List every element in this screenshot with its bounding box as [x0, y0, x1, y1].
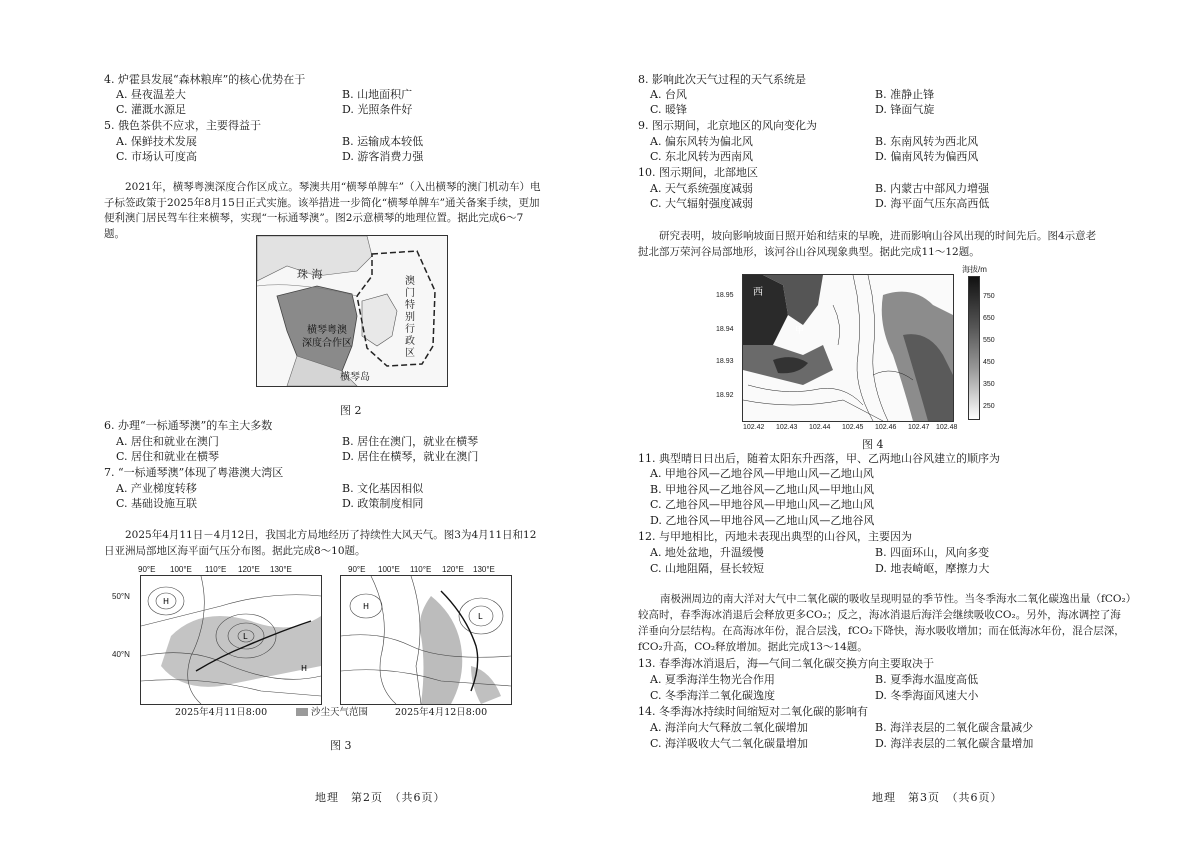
- question-6-option-d[interactable]: D. 居住在横琴，就业在澳门: [342, 450, 479, 463]
- passage-co2-line3: 洋垂向分层结构。在高海冰年份，混合层浅，fCO₂下降快，海水吸收增加；而在低海冰年份，混合层深，: [638, 625, 1125, 637]
- passage-co2-line4: fCO₂升高，CO₂释放增加。据此完成13～14题。: [638, 641, 868, 653]
- question-11-option-a[interactable]: A. 甲地谷风—乙地谷风—甲地山风—乙地山风: [650, 467, 874, 480]
- x-tick-10242: 102.42: [743, 424, 765, 431]
- question-4-option-b[interactable]: B. 山地面积广: [342, 88, 413, 101]
- lon-label-110-b: 110°E: [410, 565, 432, 574]
- question-9-option-b[interactable]: B. 东南风转为西北风: [875, 135, 979, 148]
- question-14-option-b[interactable]: B. 海洋表层的二氧化碳含量减少: [875, 721, 1034, 734]
- figure-4-topo-map: [742, 274, 954, 422]
- right-page: [600, 0, 1200, 848]
- question-13-option-c[interactable]: C. 冬季海洋二氧化碳逸度: [650, 689, 776, 702]
- question-4-stem: 4. 炉霍县发展“森林粮库”的核心优势在于: [104, 73, 306, 86]
- question-4-option-d[interactable]: D. 光照条件好: [342, 103, 413, 116]
- lon-label-130-b: 130°E: [473, 565, 495, 574]
- question-9-option-d[interactable]: D. 偏南风转为偏西风: [875, 150, 979, 163]
- question-6-option-c[interactable]: C. 居住和就业在横琴: [116, 450, 220, 463]
- legend-value-350: 350: [983, 381, 995, 388]
- pressure-map-april-11: [140, 575, 322, 705]
- label-jia: 甲: [795, 326, 805, 336]
- question-6-option-b[interactable]: B. 居住在澳门，就业在横琴: [342, 435, 479, 448]
- question-5-option-a[interactable]: A. 保鲜技术发展: [116, 135, 197, 148]
- question-12-option-a[interactable]: A. 地处盆地，升温缓慢: [650, 546, 764, 559]
- question-4-option-a[interactable]: A. 昼夜温差大: [116, 88, 186, 101]
- question-11-option-c[interactable]: C. 乙地谷风—甲地谷风—甲地山风—乙地山风: [650, 498, 875, 511]
- legend-value-550: 550: [983, 337, 995, 344]
- passage-co2-line1: 南极洲周边的南大洋对大气中二氧化碳的吸收呈现明显的季节性。当冬季海水二氧化碳逸出量（fCO₂）: [660, 593, 1137, 605]
- svg-text:L: L: [478, 612, 483, 621]
- question-6-option-a[interactable]: A. 居住和就业在澳门: [116, 435, 219, 448]
- question-12-option-b[interactable]: B. 四面环山，风向多变: [875, 546, 990, 559]
- question-7-option-a[interactable]: A. 产业梯度转移: [116, 482, 197, 495]
- question-7-option-d[interactable]: D. 政策制度相同: [342, 497, 424, 510]
- footer-page-3: 地理 第3页 （共6页）: [872, 791, 1003, 804]
- question-4-option-c[interactable]: C. 灌溉水源足: [116, 103, 187, 116]
- y-tick-1894: 18.94: [716, 326, 734, 333]
- lon-label-90-b: 90°E: [348, 565, 366, 574]
- question-8-option-d[interactable]: D. 锋面气旋: [875, 103, 935, 116]
- legend-dust-label: 沙尘天气范围: [311, 707, 369, 718]
- x-tick-10248: 102.48: [936, 424, 958, 431]
- footer-page-2: 地理 第2页 （共6页）: [315, 791, 446, 804]
- question-9-option-c[interactable]: C. 东北风转为西南风: [650, 150, 754, 163]
- question-12-option-c[interactable]: C. 山地阻隔，昼长较短: [650, 562, 765, 575]
- lon-label-110: 110°E: [205, 565, 227, 574]
- lon-label-120-b: 120°E: [442, 565, 464, 574]
- label-macau: 澳 门 特 别 行 政 区: [405, 276, 415, 359]
- x-tick-10246: 102.46: [875, 424, 897, 431]
- question-8-option-c[interactable]: C. 暖锋: [650, 103, 688, 116]
- question-13-option-d[interactable]: D. 冬季海面风速大小: [875, 689, 979, 702]
- svg-text:H: H: [363, 602, 370, 611]
- question-14-option-a[interactable]: A. 海洋向大气释放二氧化碳增加: [650, 721, 808, 734]
- passage-hengqin: 2021年，横琴粤澳深度合作区成立。琴澳共用“横琴单牌车”（入出横琴的澳门机动车）电子标签政策于2025年8月15日正式实施。该举措进一步简化“横琴单牌车”通关备案手续，更加便利澳门居民驾车往来横琴，实现“一标通琴澳”。图2示意横琴的地理位置。据此完成6～7题。: [104, 181, 541, 240]
- legend-value-450: 450: [983, 359, 995, 366]
- label-west-bing: 西: [753, 287, 763, 298]
- label-zhuhai: 珠 海: [297, 268, 323, 281]
- passage-co2-line2: 较高时，春季海冰消退后会释放更多CO₂；反之，海冰消退后海洋会继续吸收CO₂。另外，海冰调控了海: [638, 609, 1121, 621]
- question-5-stem: 5. 俄色茶供不应求，主要得益于: [104, 119, 261, 132]
- figure-2-map: [256, 235, 448, 387]
- question-9-option-a[interactable]: A. 偏东风转为偏北风: [650, 135, 753, 148]
- question-7-option-b[interactable]: B. 文化基因相似: [342, 482, 424, 495]
- label-zone-line1: 横琴粤澳: [307, 325, 347, 336]
- lon-label-130: 130°E: [270, 565, 292, 574]
- question-10-stem: 10. 图示期间，北部地区: [638, 166, 758, 179]
- isobar-graphic-2: [341, 576, 511, 704]
- label-hengqin-island: 横琴岛: [340, 372, 370, 383]
- lat-label-50: 50°N: [112, 592, 130, 601]
- y-tick-1895: 18.95: [716, 292, 734, 299]
- passage-wind: 2025年4月11日－4月12日，我国北方局地经历了持续性大风天气。图3为4月11日和12日亚洲局部地区海平面气压分布图。据此完成8～10题。: [104, 529, 537, 557]
- question-12-stem: 12. 与甲地相比，丙地未表现出典型的山谷风，主要因为: [638, 530, 912, 543]
- lon-label-90: 90°E: [138, 565, 156, 574]
- figure-3-date-2: 2025年4月12日8:00: [395, 707, 488, 718]
- question-7-stem: 7. “一标通琴澳”体现了粤港澳大湾区: [104, 466, 284, 479]
- lat-label-40: 40°N: [112, 650, 130, 659]
- question-13-option-b[interactable]: B. 夏季海水温度高低: [875, 673, 979, 686]
- question-8-option-a[interactable]: A. 台风: [650, 88, 687, 101]
- figure-2-caption: 图 2: [340, 404, 362, 417]
- question-13-stem: 13. 春季海冰消退后，海—气间二氧化碳交换方向主要取决于: [638, 657, 934, 670]
- y-tick-1893: 18.93: [716, 358, 734, 365]
- figure-3-caption: 图 3: [330, 739, 352, 752]
- question-13-option-a[interactable]: A. 夏季海洋生物光合作用: [650, 673, 775, 686]
- legend-dust-swatch: [296, 708, 308, 716]
- figure-3-date-1: 2025年4月11日8:00: [175, 707, 268, 718]
- svg-text:H: H: [163, 597, 170, 606]
- question-10-option-b[interactable]: B. 内蒙古中部风力增强: [875, 182, 990, 195]
- question-5-option-c[interactable]: C. 市场认可度高: [116, 150, 198, 163]
- figure-4-caption: 图 4: [862, 438, 884, 451]
- x-tick-10247: 102.47: [908, 424, 930, 431]
- legend-value-650: 650: [983, 315, 995, 322]
- question-14-option-d[interactable]: D. 海洋表层的二氧化碳含量增加: [875, 737, 1034, 750]
- topo-graphic: [743, 275, 953, 421]
- x-tick-10245: 102.45: [842, 424, 864, 431]
- svg-text:L: L: [243, 632, 248, 641]
- legend-value-250: 250: [983, 403, 995, 410]
- passage-valley-wind: 研究表明，坡向影响坡面日照开始和结束的早晚，进而影响山谷风出现的时间先后。图4示意老挝北部万荣河谷局部地形，该河谷山谷风现象典型。据此完成11～12题。: [638, 230, 1097, 258]
- question-6-stem: 6. 办理“一标通琴澳”的车主大多数: [104, 419, 273, 432]
- x-tick-10243: 102.43: [776, 424, 798, 431]
- question-14-option-c[interactable]: C. 海洋吸收大气二氧化碳量增加: [650, 737, 809, 750]
- question-12-option-d[interactable]: D. 地表崎岖，摩擦力大: [875, 562, 990, 575]
- label-zone-line2: 深度合作区: [302, 338, 352, 349]
- question-5-option-d[interactable]: D. 游客消费力强: [342, 150, 424, 163]
- isobar-graphic-1: [141, 576, 321, 704]
- hengqin-map-graphic: [257, 236, 447, 386]
- question-10-option-d[interactable]: D. 海平面气压东高西低: [875, 197, 990, 210]
- question-8-option-b[interactable]: B. 准静止锋: [875, 88, 935, 101]
- legend-altitude-title: 海拔/m: [962, 265, 987, 274]
- question-10-option-c[interactable]: C. 大气辐射强度减弱: [650, 197, 754, 210]
- pressure-map-april-12: [340, 575, 512, 705]
- lon-label-120: 120°E: [238, 565, 260, 574]
- question-11-stem: 11. 典型晴日日出后，随着太阳东升西落，甲、乙两地山谷风建立的顺序为: [638, 452, 1000, 465]
- question-8-stem: 8. 影响此次天气过程的天气系统是: [638, 73, 806, 86]
- lon-label-100: 100°E: [170, 565, 192, 574]
- altitude-color-bar: [968, 276, 980, 420]
- legend-value-750: 750: [983, 293, 995, 300]
- question-7-option-c[interactable]: C. 基础设施互联: [116, 497, 198, 510]
- question-5-option-b[interactable]: B. 运输成本较低: [342, 135, 424, 148]
- question-9-stem: 9. 图示期间，北京地区的风向变化为: [638, 119, 817, 132]
- x-tick-10244: 102.44: [809, 424, 831, 431]
- lon-label-100-b: 100°E: [378, 565, 400, 574]
- svg-text:H: H: [301, 664, 308, 673]
- question-14-stem: 14. 冬季海冰持续时间缩短对二氧化碳的影响有: [638, 705, 868, 718]
- y-tick-1892: 18.92: [716, 392, 734, 399]
- question-11-option-b[interactable]: B. 甲地谷风—乙地谷风—乙地山风—甲地山风: [650, 483, 875, 496]
- question-11-option-d[interactable]: D. 乙地谷风—甲地谷风—乙地山风—乙地谷风: [650, 514, 875, 527]
- question-10-option-a[interactable]: A. 天气系统强度减弱: [650, 182, 753, 195]
